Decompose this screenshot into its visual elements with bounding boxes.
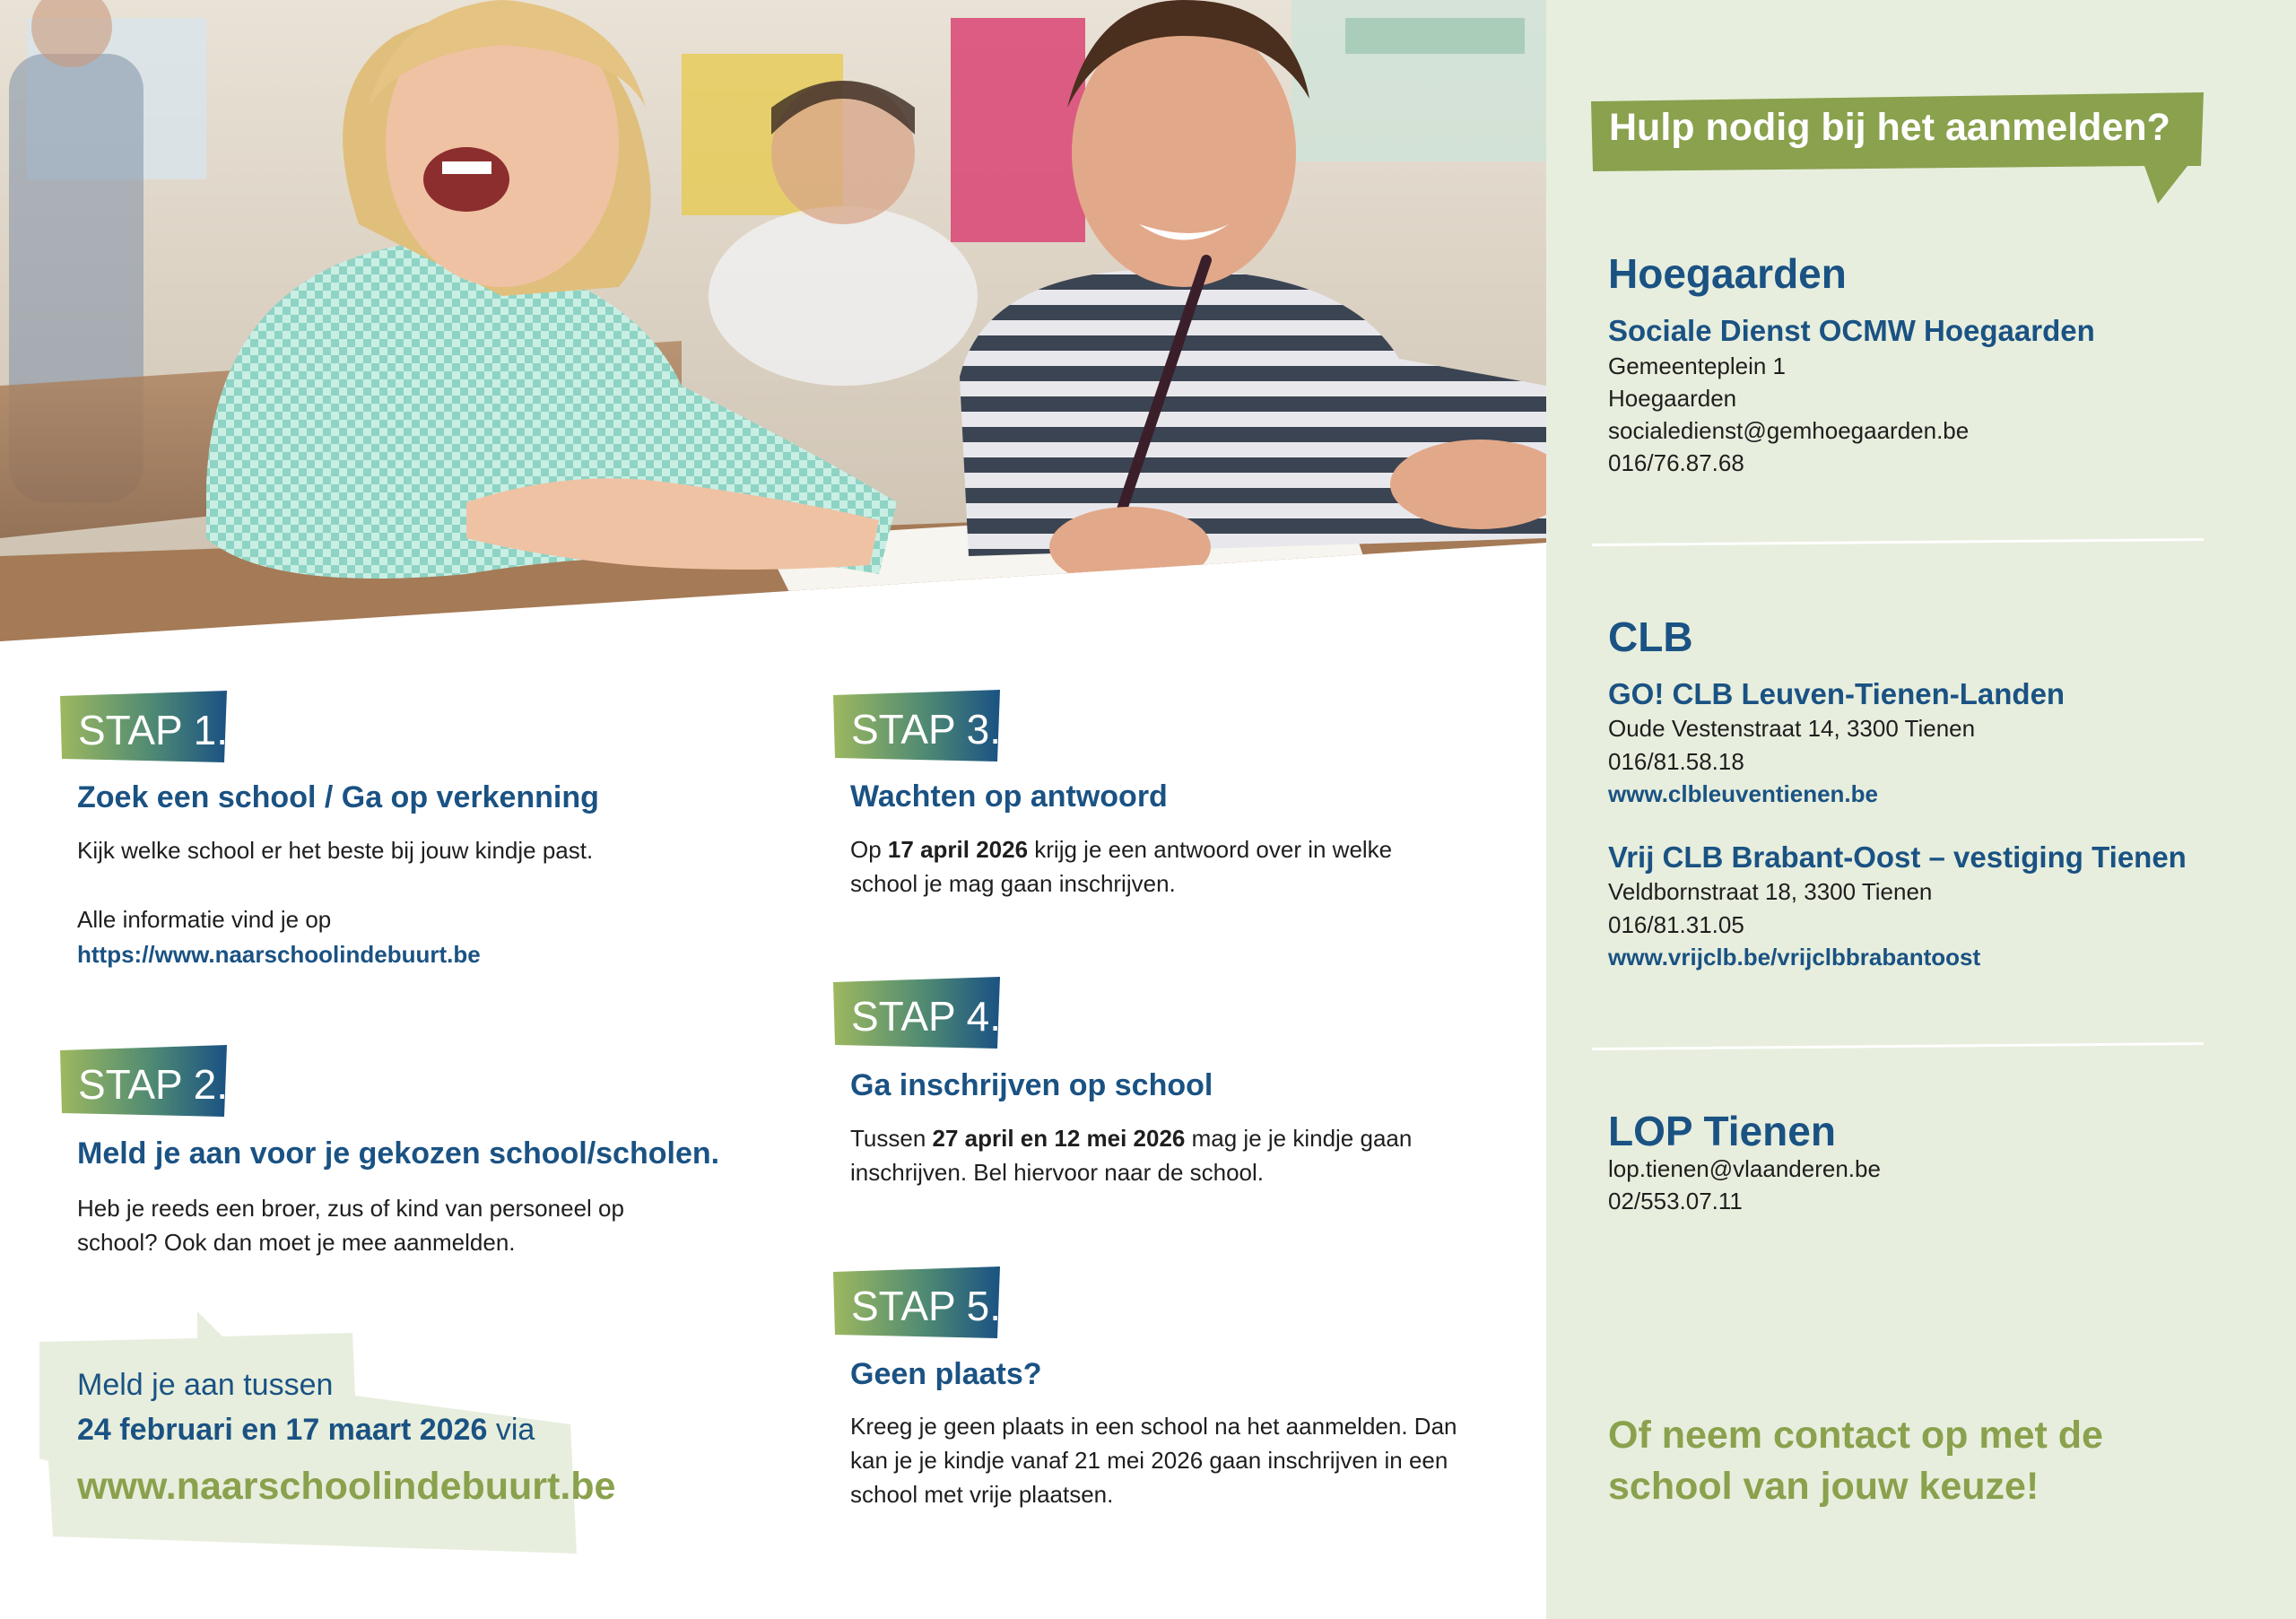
step-2-title: Meld je aan voor je gekozen school/scholen. (77, 1136, 720, 1171)
step-1-text: Kijk welke school er het beste bij jouw kindje past. (77, 837, 594, 864)
help-title: Hulp nodig bij het aanmelden? (1609, 106, 2170, 149)
contact-line-1: Of neem contact op met de (1608, 1414, 2103, 1457)
step-5-badge (833, 1266, 1000, 1338)
step-2-text-2: school? Ook dan moet je mee aanmelden. (77, 1229, 516, 1256)
address-go-clb: Oude Vestenstraat 14, 3300 Tienen (1608, 715, 1976, 742)
contact-line-2: school van jouw keuze! (1608, 1465, 2039, 1508)
step-5-text-3: school met vrije plaatsen. (850, 1481, 1114, 1508)
step-3-badge (833, 690, 1000, 762)
step-1-link[interactable]: https://www.naarschoolindebuurt.be (77, 941, 481, 968)
step-4-badge (833, 977, 1000, 1049)
step-4-text-2: inschrijven. Bel hiervoor naar de school. (850, 1159, 1265, 1186)
step-2-text-1: Heb je reeds een broer, zus of kind van personeel op (77, 1195, 624, 1222)
phone-go-clb: 016/81.58.18 (1608, 748, 1744, 775)
org-vrij-clb: Vrij CLB Brabant-Oost – vestiging Tienen (1608, 840, 2187, 874)
step-2-label: STAP 2. (78, 1061, 229, 1108)
step-4-text-1: Tussen 27 april en 12 mei 2026 mag je je kindje gaan (850, 1125, 1413, 1152)
step-1-info: Alle informatie vind je op (77, 906, 332, 933)
step-1-title: Zoek een school / Ga op verkenning (77, 780, 599, 814)
step-3-label: STAP 3. (851, 706, 1002, 753)
org-ocmw-hoegaarden: Sociale Dienst OCMW Hoegaarden (1608, 314, 2095, 347)
step-4-title: Ga inschrijven op school (850, 1068, 1213, 1102)
step-1-label: STAP 1. (78, 707, 229, 753)
callout-url[interactable]: www.naarschoolindebuurt.be (77, 1465, 616, 1508)
heading-lop-tienen: LOP Tienen (1608, 1108, 1836, 1154)
link-vrij-clb[interactable]: www.vrijclb.be/vrijclbbrabantoost (1608, 944, 1981, 971)
address-hoegaarden: Gemeenteplein 1 (1608, 353, 1787, 379)
step-5-title: Geen plaats? (850, 1357, 1042, 1391)
address-vrij-clb: Veldbornstraat 18, 3300 Tienen (1608, 878, 1933, 905)
heading-clb: CLB (1608, 614, 1693, 660)
step-5-text-2: kan je je kindje vanaf 21 mei 2026 gaan inschrijven in een (850, 1447, 1448, 1474)
city-hoegaarden: Hoegaarden (1608, 385, 1737, 412)
callout-line-1: Meld je aan tussen (77, 1368, 334, 1402)
step-4-label: STAP 4. (851, 993, 1002, 1040)
phone-hoegaarden: 016/76.87.68 (1608, 449, 1744, 476)
step-5-text-1: Kreeg je geen plaats in een school na het aanmelden. Dan (850, 1413, 1457, 1440)
email-hoegaarden[interactable]: socialedienst@gemhoegaarden.be (1608, 417, 1970, 444)
phone-lop: 02/553.07.11 (1608, 1188, 1743, 1214)
email-lop[interactable]: lop.tienen@vlaanderen.be (1608, 1155, 1881, 1182)
step-5-label: STAP 5. (851, 1283, 1002, 1329)
callout-line-2: 24 februari en 17 maart 2026 via (77, 1413, 535, 1447)
step-3-text-1: Op 17 april 2026 krijg je een antwoord over in welke (850, 836, 1393, 863)
step-2-badge (60, 1045, 227, 1117)
org-go-clb: GO! CLB Leuven-Tienen-Landen (1608, 677, 2066, 710)
step-3-title: Wachten op antwoord (850, 779, 1168, 814)
step-1-badge (60, 691, 227, 762)
step-3-text-2: school je mag gaan inschrijven. (850, 870, 1176, 897)
classroom-children-photo (0, 0, 1546, 646)
link-go-clb[interactable]: www.clbleuventienen.be (1608, 780, 1878, 807)
heading-hoegaarden: Hoegaarden (1608, 250, 1847, 297)
help-panel (1546, 0, 2296, 1619)
phone-vrij-clb: 016/81.31.05 (1608, 911, 1744, 938)
